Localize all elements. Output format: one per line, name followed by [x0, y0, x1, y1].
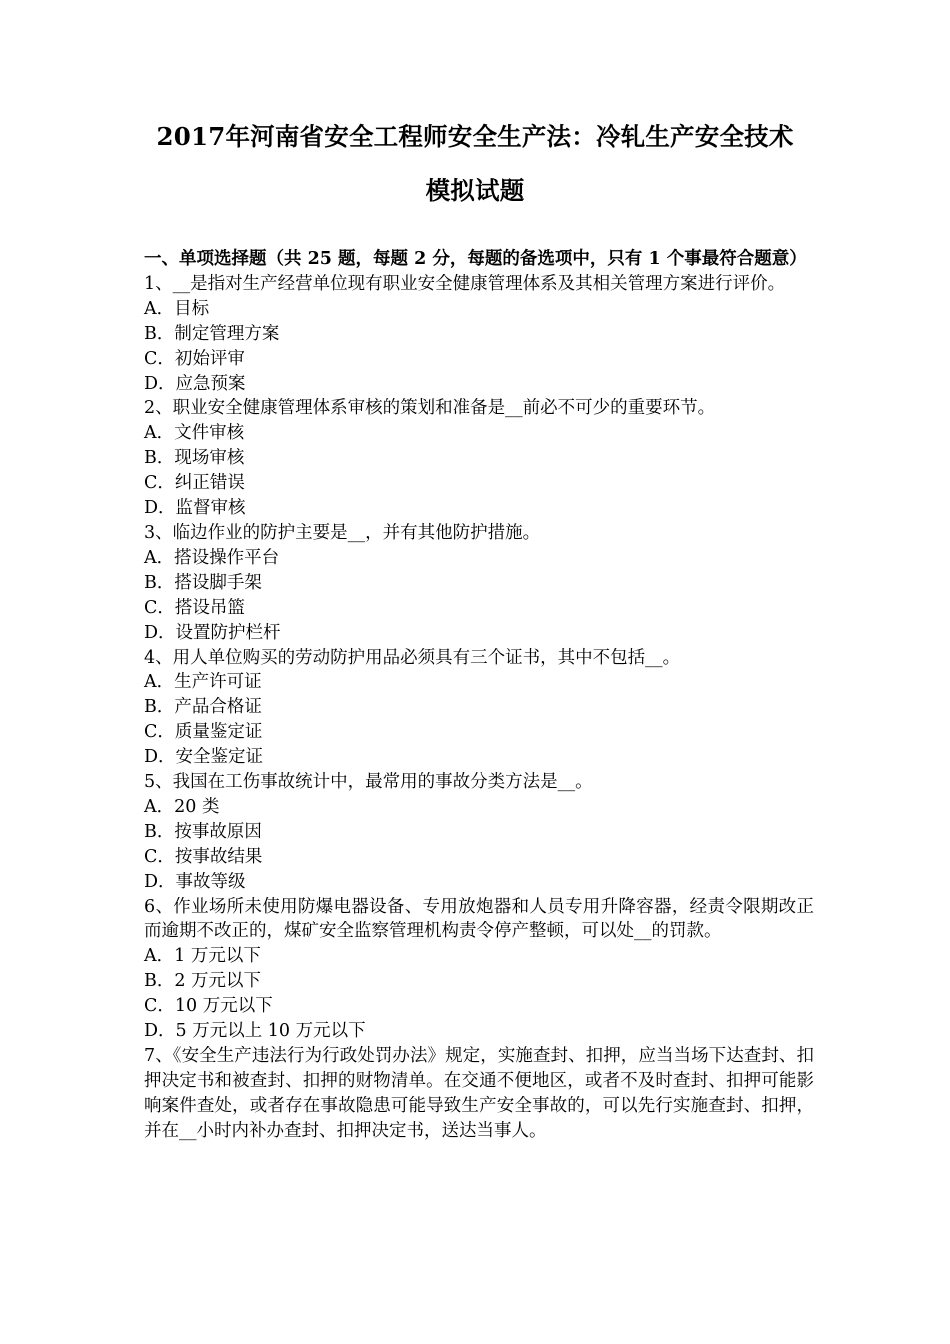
- option-d: D．应急预案: [144, 373, 246, 394]
- option-b: B．制定管理方案: [144, 323, 280, 344]
- question-2: [144, 396, 814, 521]
- option-a: A．文件审核: [144, 423, 245, 444]
- option-d: D．事故等级: [144, 871, 246, 892]
- question-stem: 7、《安全生产违法行为行政处罚办法》规定，实施查封、扣押，应当当场下达查封、扣押决定书和被查封、扣押的财物清单。在交通不便地区，或者不及时查封、扣押可能影响案件查处，或者存在事故隐患可能导致生产安全事故的，可以先行实施查封、扣押，并在__小时内补办查封、扣押决定书，送达当事人。: [144, 1046, 814, 1141]
- document-body: [144, 247, 814, 1144]
- question-stem: 4、用人单位购买的劳动防护用品必须具有三个证书，其中不包括__。: [144, 647, 681, 668]
- option-c: C．质量鉴定证: [144, 722, 263, 743]
- section-heading: 一、单项选择题（共 25 题，每题 2 分，每题的备选项中，只有 1 个事最符合题意）: [144, 249, 807, 269]
- option-a: A．20 类: [144, 796, 220, 817]
- question-stem: 2、职业安全健康管理体系审核的策划和准备是__前必不可少的重要环节。: [144, 398, 716, 419]
- question-stem: 6、作业场所未使用防爆电器设备、专用放炮器和人员专用升降容器，经责令限期改正而逾期不改正的，煤矿安全监察管理机构责令停产整顿，可以处__的罚款。: [144, 896, 814, 942]
- question-stem: 5、我国在工伤事故统计中，最常用的事故分类方法是__。: [144, 772, 593, 793]
- option-b: B．产品合格证: [144, 697, 262, 718]
- option-b: B．搭设脚手架: [144, 572, 262, 593]
- question-6: [144, 895, 814, 1044]
- question-stem: 1、__是指对生产经营单位现有职业安全健康管理体系及其相关管理方案进行评价。: [144, 273, 786, 294]
- option-c: C．按事故结果: [144, 846, 263, 867]
- question-1: [144, 272, 814, 397]
- question-4: [144, 646, 814, 771]
- question-7: [144, 1044, 814, 1144]
- option-d: D．监督审核: [144, 498, 246, 519]
- option-c: C．搭设吊篮: [144, 597, 245, 618]
- option-d: D．安全鉴定证: [144, 747, 264, 768]
- question-3: [144, 521, 814, 646]
- option-b: B．2 万元以下: [144, 971, 262, 992]
- option-b: B．按事故原因: [144, 821, 262, 842]
- option-a: A．生产许可证: [144, 672, 262, 693]
- option-d: D．5 万元以上 10 万元以下: [144, 1021, 366, 1042]
- option-a: A．1 万元以下: [144, 946, 261, 967]
- option-c: C．纠正错误: [144, 473, 245, 494]
- document-title-line-2: 模拟试题: [425, 176, 525, 205]
- option-d: D．设置防护栏杆: [144, 622, 281, 643]
- document-title-line-1: 2017年河南省安全工程师安全生产法：冷轧生产安全技术: [156, 122, 794, 151]
- option-a: A．搭设操作平台: [144, 547, 280, 568]
- question-stem: 3、临边作业的防护主要是__，并有其他防护措施。: [144, 522, 541, 543]
- option-c: C．初始评审: [144, 348, 245, 369]
- option-b: B．现场审核: [144, 448, 245, 469]
- option-c: C．10 万元以下: [144, 996, 273, 1017]
- option-a: A．目标: [144, 298, 210, 319]
- question-5: [144, 770, 814, 895]
